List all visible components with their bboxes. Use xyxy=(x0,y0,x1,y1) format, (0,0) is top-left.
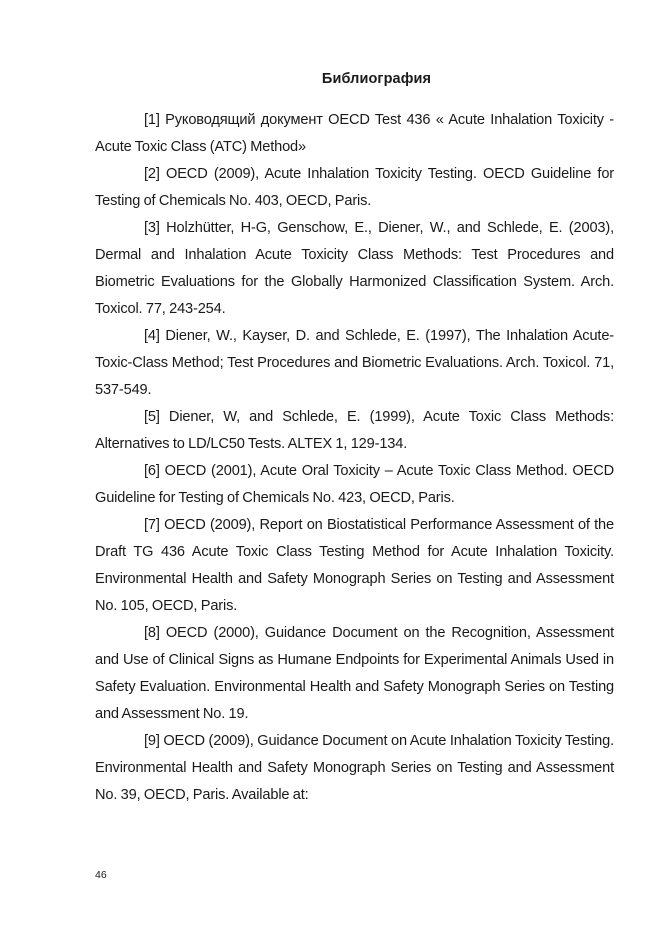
bibliography-entry: [8] OECD (2000), Guidance Document on the Recognition, Assessment and Use of Clinical Signs as Humane Endpoints for Experimental Animals Used in Safety Evaluation. Environmental Health and Safety Monograph Series on Testing and Assessment No. 19. xyxy=(95,625,614,722)
page-number: 46 xyxy=(95,869,107,881)
page-title: Библиография xyxy=(321,71,432,87)
bibliography-entry: [5] Diener, W, and Schlede, E. (1999), Acute Toxic Class Methods: Alternatives to LD/LC50 Tests. ALTEX 1, 129-134. xyxy=(95,409,614,452)
bibliography-entry: [2] OECD (2009), Acute Inhalation Toxicity Testing. OECD Guideline for Testing of Chemicals No. 403, OECD, Paris. xyxy=(95,166,614,209)
bibliography-entry: [9] OECD (2009), Guidance Document on Acute Inhalation Toxicity Testing. Environmental Health and Safety Monograph Series on Testing and Assessment No. 39, OECD, Paris. Available at: xyxy=(95,733,614,803)
bibliography-list xyxy=(95,107,614,809)
bibliography-entry: [7] OECD (2009), Report on Biostatistical Performance Assessment of the Draft TG 436 Acute Toxic Class Testing Method for Acute Inhalation Toxicity. Environmental Health and Safety Monograph Series on Testing and Assessment No. 105, OECD, Paris. xyxy=(95,517,614,614)
bibliography-entry: [1] Руководящий документ OECD Test 436 « Acute Inhalation Toxicity - Acute Toxic Class (ATC) Method» xyxy=(95,112,614,155)
bibliography-entry: [6] OECD (2001), Acute Oral Toxicity – Acute Toxic Class Method. OECD Guideline for Testing of Chemicals No. 423, OECD, Paris. xyxy=(95,463,614,506)
bibliography-entry: [3] Holzhütter, H-G, Genschow, E., Diener, W., and Schlede, E. (2003), Dermal and Inhalation Acute Toxicity Class Methods: Test Procedures and Biometric Evaluations for the Globally Harmonized Classification System. Arch. Toxicol. 77, 243-254. xyxy=(95,220,614,317)
bibliography-entry: [4] Diener, W., Kayser, D. and Schlede, E. (1997), The Inhalation Acute-Toxic-Class Method; Test Procedures and Biometric Evaluations. Arch. Toxicol. 71, 537-549. xyxy=(95,328,614,398)
